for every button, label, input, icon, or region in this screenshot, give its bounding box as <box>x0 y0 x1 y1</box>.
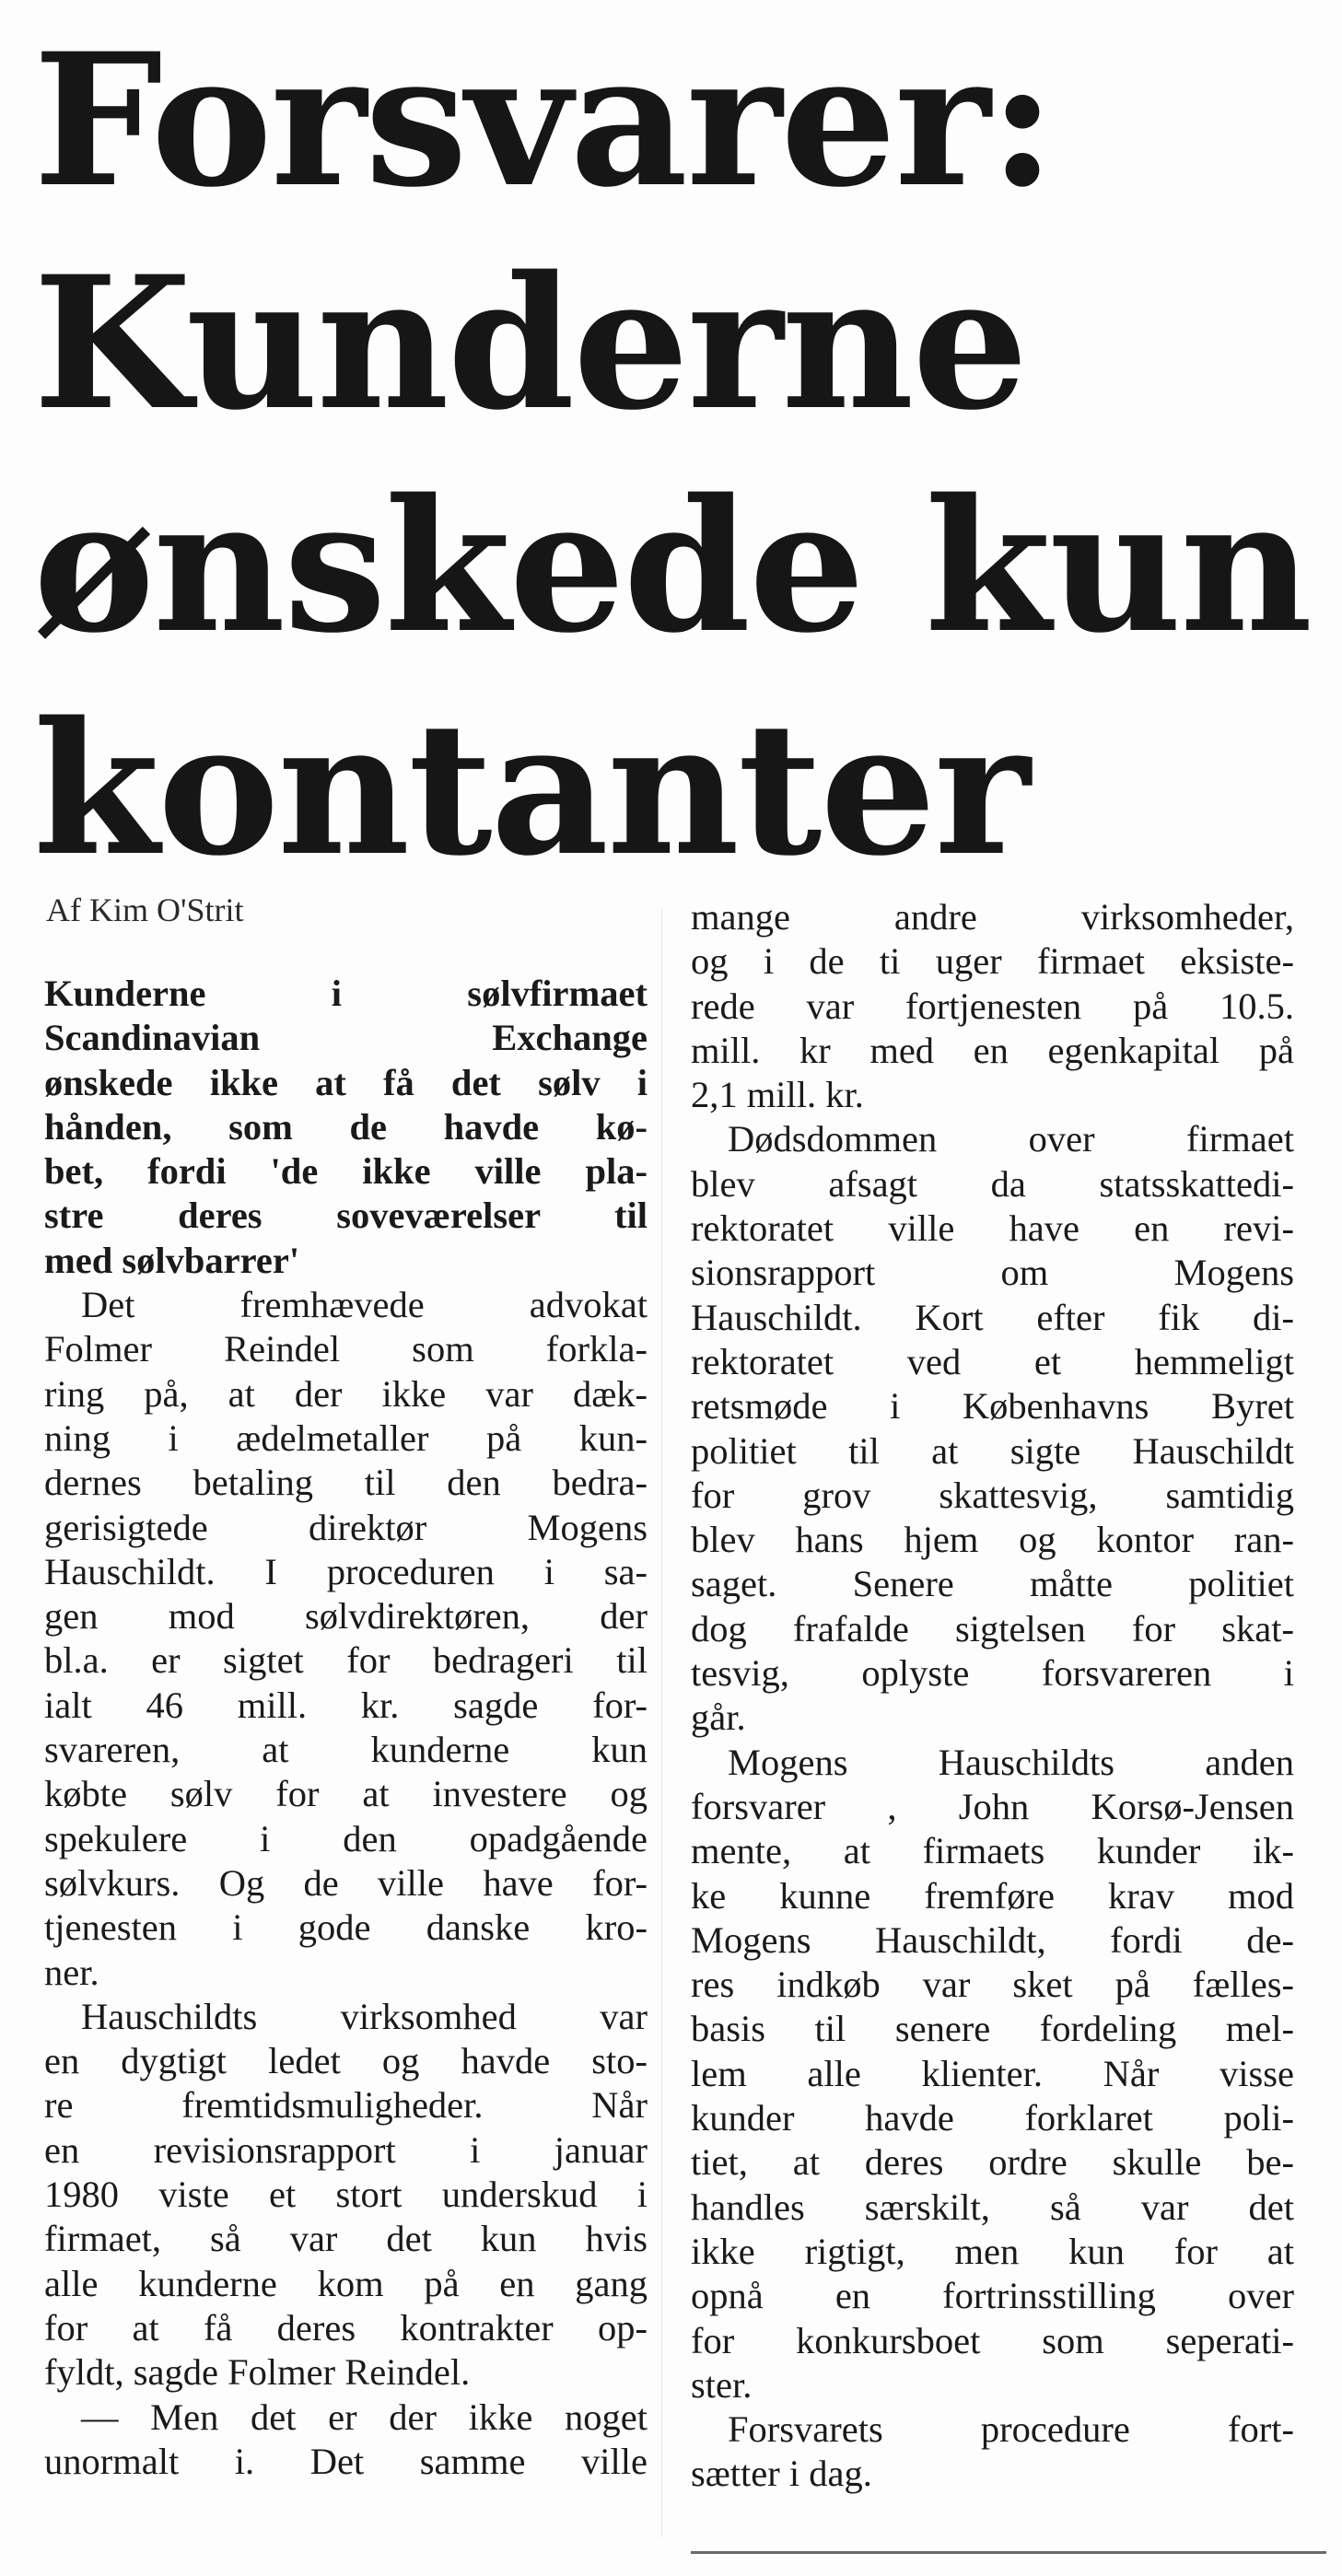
body-line: gen mod sølvdirektøren, der <box>44 1595 648 1638</box>
headline-line: Kunderne <box>33 236 1027 450</box>
body-line: og i de ti uger firmaet eksiste- <box>691 940 1294 983</box>
lead-line: stre deres soveværelser til <box>44 1195 648 1237</box>
body-line: svareren, at kunderne kun <box>44 1729 648 1771</box>
body-line: Hauschildt. Kort efter fik di- <box>691 1296 1294 1338</box>
body-line: ke kunne fremføre krav mod <box>691 1874 1294 1917</box>
body-line: Dødsdommen over firmaet <box>728 1118 1294 1160</box>
body-line: sølvkurs. Og de ville have for- <box>44 1861 648 1904</box>
headline-line: kontanter <box>33 682 1029 896</box>
body-line: 1980 viste et stort underskud i <box>44 2174 648 2216</box>
body-line: Mogens Hauschildts anden <box>728 1741 1294 1783</box>
body-line: Hauschildt. I proceduren i sa- <box>44 1550 648 1592</box>
body-line: ialt 46 mill. kr. sagde for- <box>44 1684 648 1726</box>
body-line: Det fremhævede advokat <box>81 1284 648 1326</box>
body-line: fyldt, sagde Folmer Reindel. <box>44 2351 471 2394</box>
body-line: tiet, at deres ordre skulle be- <box>691 2141 1294 2184</box>
body-line: firmaet, så var det kun hvis <box>44 2218 648 2260</box>
body-line: sionsrapport om Mogens <box>691 1252 1294 1294</box>
headline-line: Forsvarer: <box>33 13 1055 227</box>
body-line: rede var fortjenesten på 10.5. <box>691 985 1294 1027</box>
lead-line: Scandinavian Exchange <box>44 1017 648 1059</box>
body-line: ster. <box>691 2363 753 2406</box>
lead-paragraph <box>44 972 648 1283</box>
body-line: re fremtidsmuligheder. Når <box>44 2084 648 2127</box>
body-line: for at få deres kontrakter op- <box>44 2306 648 2349</box>
body-line: ikke rigtigt, men kun for at <box>691 2230 1294 2272</box>
body-line: sætter i dag. <box>691 2453 872 2495</box>
left-column <box>44 972 648 2484</box>
body-line: retsmøde i Københavns Byret <box>691 1385 1294 1428</box>
bottom-rule <box>691 2551 1326 2554</box>
body-line: for konkursboet som seperati- <box>691 2319 1294 2361</box>
body-line: gerisigtede direktør Mogens <box>44 1506 648 1548</box>
byline: Af Kim O'Strit <box>46 892 244 928</box>
body-line: mente, at firmaets kunder ik- <box>691 1830 1294 1872</box>
body-line: bl.a. er sigtet for bedrageri til <box>44 1639 648 1682</box>
body-line: ning i ædelmetaller på kun- <box>44 1416 648 1459</box>
body-line: går. <box>691 1696 746 1739</box>
headline <box>33 9 1323 901</box>
body-line: Forsvarets procedure fort- <box>728 2408 1294 2451</box>
body-line: alle kunderne kom på en gang <box>44 2262 648 2304</box>
lead-line: bet, fordi 'de ikke ville pla- <box>44 1150 648 1193</box>
body-line: handles særskilt, så var det <box>691 2186 1294 2228</box>
body-line: spekulere i den opadgående <box>44 1817 648 1859</box>
body-line: Folmer Reindel som forkla- <box>44 1328 648 1370</box>
body-line: Mogens Hauschildt, fordi de- <box>691 1918 1294 1961</box>
body-line: basis til senere fordeling mel- <box>691 2008 1294 2050</box>
body-line: for grov skattesvig, samtidig <box>691 1474 1294 1516</box>
body-line: rektoratet ved et hemmeligt <box>691 1340 1294 1382</box>
right-column <box>691 895 1294 2497</box>
body-line: ner. <box>44 1951 99 1993</box>
body-line: købte sølv for at investere og <box>44 1773 648 1815</box>
body-line: rektoratet ville have en revi- <box>691 1207 1294 1250</box>
body-line: ring på, at der ikke var dæk- <box>44 1372 648 1415</box>
body-line: en dygtigt ledet og havde sto- <box>44 2040 648 2082</box>
body-line: mill. kr med en egenkapital på <box>691 1029 1294 1071</box>
body-line: tjenesten i gode danske kro- <box>44 1906 648 1949</box>
body-line: res indkøb var sket på fælles- <box>691 1964 1294 2006</box>
body-line: blev hans hjem og kontor ran- <box>691 1519 1294 1561</box>
headline-line: ønskede kun <box>33 459 1312 673</box>
body-line: 2,1 mill. kr. <box>691 1074 864 1116</box>
body-line: lem alle klienter. Når visse <box>691 2052 1294 2094</box>
lead-line: Kunderne i sølvfirmaet <box>44 973 648 1014</box>
body-line: forsvarer , John Korsø-Jensen <box>691 1785 1294 1827</box>
body-line: politiet til at sigte Hauschildt <box>691 1429 1294 1472</box>
body-line: tesvig, oplyste forsvareren i <box>691 1652 1294 1695</box>
lead-line: med sølvbarrer' <box>44 1239 300 1281</box>
body-line: — Men det er der ikke noget <box>81 2395 648 2438</box>
body-line: kunder havde forklaret poli- <box>691 2097 1294 2139</box>
body-line: mange andre virksomheder, <box>691 896 1294 938</box>
body-line: blev afsagt da statsskattedi- <box>691 1162 1294 1205</box>
body-line: unormalt i. Det samme ville <box>44 2440 648 2482</box>
lead-line: hånden, som de havde kø- <box>44 1105 648 1148</box>
body-line: opnå en fortrinsstilling over <box>691 2275 1294 2317</box>
body-line: en revisionsrapport i januar <box>44 2128 648 2171</box>
body-text <box>44 1283 648 2484</box>
lead-line: ønskede ikke at få det sølv i <box>44 1061 648 1103</box>
body-line: dernes betaling til den bedra- <box>44 1462 648 1504</box>
body-line: Hauschildts virksomhed var <box>81 1995 648 2037</box>
body-line: saget. Senere måtte politiet <box>691 1563 1294 1605</box>
column-divider <box>661 907 662 2537</box>
body-line: dog frafalde sigtelsen for skat- <box>691 1607 1294 1649</box>
